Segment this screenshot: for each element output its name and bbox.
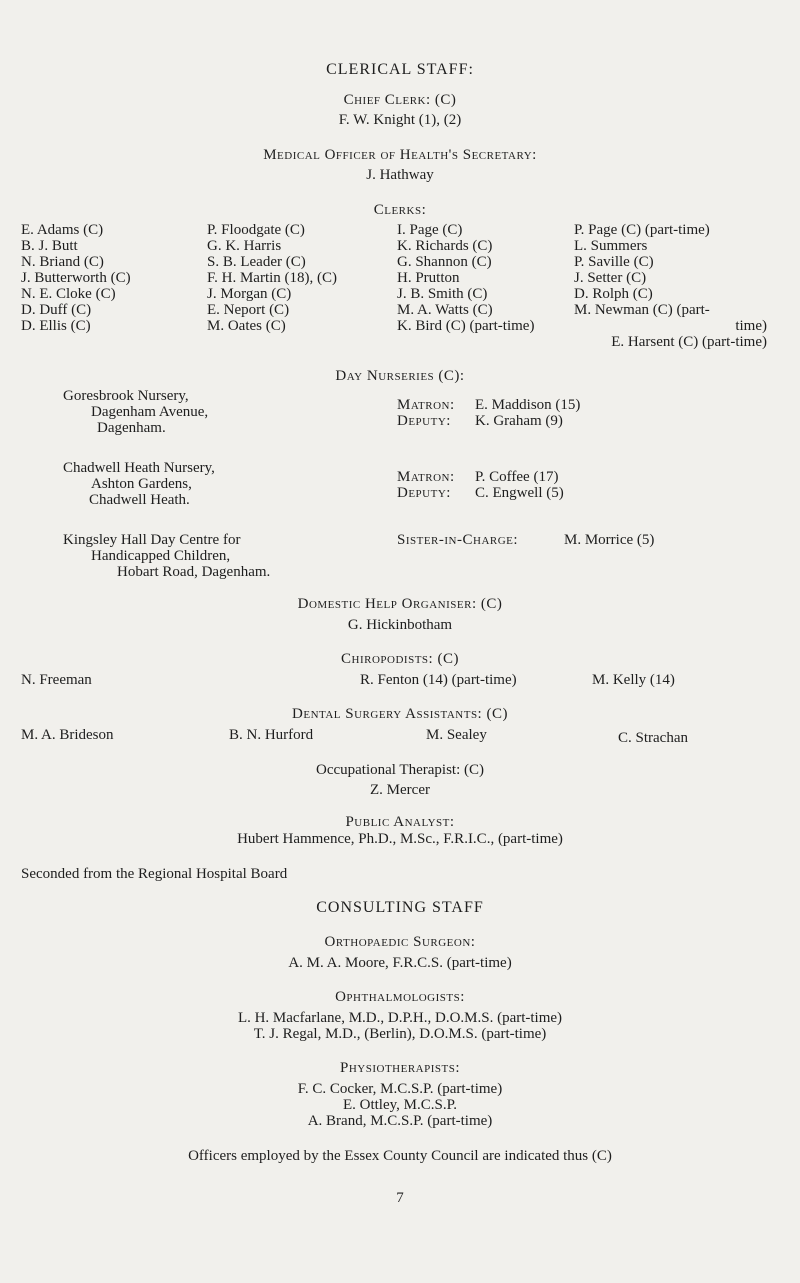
clerk-name: P. Floodgate (C): [207, 222, 305, 238]
occupational-heading: Occupational Therapist: (C): [315, 762, 484, 778]
clerk-name: G. K. Harris: [207, 238, 282, 254]
clerk-name: E. Harsent (C) (part-time): [611, 334, 767, 350]
clerk-name: N. E. Cloke (C): [21, 286, 116, 302]
clerks-column-1: [21, 222, 131, 334]
staff-role: Sister-in-Charge:: [397, 532, 519, 548]
domestic-help-name: G. Hickinbotham: [347, 617, 453, 633]
address-line: Dagenham Avenue,: [91, 404, 209, 420]
dental-heading: Dental Surgery Assistants: (C): [292, 706, 508, 722]
clerk-name: G. Shannon (C): [397, 254, 492, 270]
address-line: Handicapped Children,: [91, 548, 231, 564]
public-analyst-heading: Public Analyst:: [345, 814, 455, 830]
address-line: Hobart Road, Dagenham.: [117, 564, 271, 580]
dental-assistant-name: B. N. Hurford: [229, 727, 314, 743]
clerk-name: S. B. Leader (C): [207, 254, 306, 270]
staff-role: Deputy:: [397, 413, 451, 429]
address-line: Chadwell Heath.: [89, 492, 190, 508]
clerk-name: J. B. Smith (C): [397, 286, 488, 302]
chief-clerk-heading: Chief Clerk: (C): [343, 92, 457, 108]
physiotherapist-name: E. Ottley, M.C.S.P.: [342, 1097, 458, 1113]
clerk-name: I. Page (C): [397, 222, 463, 238]
address-line: Ashton Gardens,: [91, 476, 192, 492]
chiropodists-heading: Chiropodists: (C): [341, 651, 459, 667]
ophthalmologist-name: T. J. Regal, M.D., (Berlin), D.O.M.S. (part-time): [253, 1026, 547, 1042]
nursery-staff: [397, 397, 580, 429]
clerk-name: M. A. Watts (C): [397, 302, 493, 318]
dental-assistant-name: M. Sealey: [426, 727, 487, 743]
dental-assistant-name: M. A. Brideson: [21, 727, 114, 743]
clerk-name-continuation: time): [735, 318, 767, 334]
clerk-name: E. Adams (C): [21, 222, 104, 238]
address-line: Dagenham.: [97, 420, 166, 436]
chief-clerk-name: F. W. Knight (1), (2): [338, 112, 462, 128]
chiropodist-name: N. Freeman: [21, 672, 92, 688]
clerk-name: B. J. Butt: [21, 238, 78, 254]
clerks-column-3: [397, 222, 534, 334]
staff-name: E. Maddison (15): [475, 397, 581, 413]
public-analyst-name: Hubert Hammence, Ph.D., M.Sc., F.R.I.C., (part-time): [237, 831, 563, 847]
clerk-name: D. Rolph (C): [574, 286, 653, 302]
chiropodist-name: R. Fenton (14) (part-time): [360, 672, 517, 688]
orthopaedic-heading: Orthopaedic Surgeon:: [324, 934, 476, 950]
consulting-staff-title: CONSULTING STAFF: [316, 899, 484, 916]
clerk-name: M. Oates (C): [207, 318, 286, 334]
clerks-heading: Clerks:: [373, 202, 427, 218]
address-line: Chadwell Heath Nursery,: [63, 460, 215, 476]
moh-secretary-heading: Medical Officer of Health's Secretary:: [263, 147, 537, 163]
clerk-name: K. Bird (C) (part-time): [397, 318, 535, 334]
page-number: 7: [396, 1190, 404, 1206]
nursery-staff: [397, 532, 654, 548]
staff-name: K. Graham (9): [475, 413, 563, 429]
clerk-name: J. Butterworth (C): [21, 270, 131, 286]
address-line: Goresbrook Nursery,: [63, 388, 189, 404]
clerk-name: J. Morgan (C): [207, 286, 292, 302]
clerk-name: D. Ellis (C): [21, 318, 91, 334]
clerk-name: D. Duff (C): [21, 302, 92, 318]
staff-name: M. Morrice (5): [564, 532, 655, 548]
clerk-name: L. Summers: [574, 238, 648, 254]
chiropodist-name: M. Kelly (14): [592, 672, 675, 688]
dental-assistant-name: C. Strachan: [618, 730, 688, 746]
clerk-name: F. H. Martin (18), (C): [207, 270, 338, 286]
moh-secretary-name: J. Hathway: [366, 167, 434, 183]
clerk-name: H. Prutton: [397, 270, 460, 286]
ophthalmologists-heading: Ophthalmologists:: [335, 989, 465, 1005]
address-line: Kingsley Hall Day Centre for: [63, 532, 241, 548]
occupational-name: Z. Mercer: [370, 782, 430, 798]
clerks-column-2: [207, 222, 337, 334]
clerk-name: M. Newman (C) (part-: [574, 302, 710, 318]
physiotherapists-heading: Physiotherapists:: [339, 1060, 461, 1076]
day-nurseries-heading: Day Nurseries (C):: [335, 368, 465, 384]
seconded-note: Seconded from the Regional Hospital Board: [21, 866, 288, 882]
clerk-name: P. Page (C) (part-time): [574, 222, 710, 238]
physiotherapist-name: A. Brand, M.C.S.P. (part-time): [307, 1113, 493, 1129]
staff-name: P. Coffee (17): [475, 469, 559, 485]
staff-role: Matron:: [397, 397, 455, 413]
staff-role: Matron:: [397, 469, 455, 485]
clerk-name: K. Richards (C): [397, 238, 493, 254]
clerk-name: P. Saville (C): [574, 254, 654, 270]
footnote: Officers employed by the Essex County Council are indicated thus (C): [188, 1148, 612, 1164]
clerk-name: N. Briand (C): [21, 254, 104, 270]
nursery-address: [63, 460, 215, 508]
staff-name: C. Engwell (5): [475, 485, 564, 501]
domestic-help-heading: Domestic Help Organiser: (C): [297, 596, 503, 612]
clerks-column-4: [574, 222, 710, 318]
nursery-staff: [397, 469, 564, 501]
nursery-address: [63, 532, 270, 580]
orthopaedic-name: A. M. A. Moore, F.R.C.S. (part-time): [288, 955, 512, 971]
ophthalmologist-name: L. H. Macfarlane, M.D., D.P.H., D.O.M.S. (part-time): [237, 1010, 563, 1026]
clerical-staff-title: CLERICAL STAFF:: [326, 61, 474, 78]
physiotherapist-name: F. C. Cocker, M.C.S.P. (part-time): [297, 1081, 503, 1097]
nursery-address: [63, 388, 208, 436]
clerk-name: J. Setter (C): [574, 270, 647, 286]
staff-role: Deputy:: [397, 485, 451, 501]
clerk-name: E. Neport (C): [207, 302, 290, 318]
